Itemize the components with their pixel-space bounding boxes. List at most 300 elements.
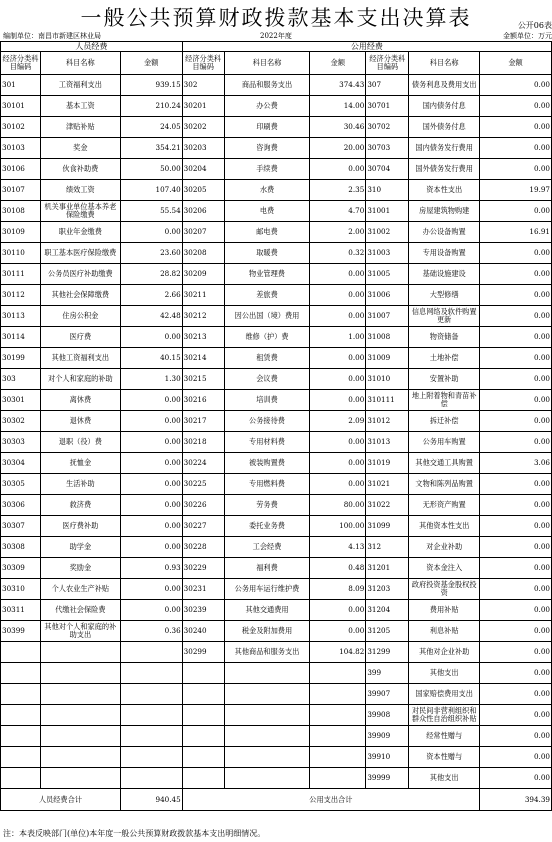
cell-name: 其他对企业补助: [409, 642, 480, 663]
cell-code: 30215: [182, 369, 224, 390]
cell-name: 对企业补助: [409, 537, 480, 558]
cell-code: 30226: [182, 495, 224, 516]
cell-code: 39908: [366, 705, 409, 726]
cell-name: 其他商品和服务支出: [224, 642, 310, 663]
cell-name: 被装购置费: [224, 453, 310, 474]
cell-amount: 2.66: [120, 285, 182, 306]
amount-header: 金额: [120, 52, 182, 75]
cell-name: 资本性赠与: [409, 747, 480, 768]
cell-name: [224, 747, 310, 768]
cell-amount: 28.82: [120, 264, 182, 285]
cell-name: 土地补偿: [409, 348, 480, 369]
group-header-row: [1, 42, 552, 52]
cell-code: 30702: [366, 117, 409, 138]
cell-name: 物业管理费: [224, 264, 310, 285]
name-header: 科目名称: [409, 52, 480, 75]
cell-name: 其他资本性支出: [409, 516, 480, 537]
cell-code: 30101: [1, 96, 41, 117]
cell-name: [224, 684, 310, 705]
cell-name: 退休费: [40, 411, 120, 432]
cell-amount: 0.00: [120, 600, 182, 621]
cell-name: 专用燃料费: [224, 474, 310, 495]
cell-code: 30212: [182, 306, 224, 327]
cell-code: 30240: [182, 621, 224, 642]
table-row: [1, 96, 552, 117]
table-row: [1, 432, 552, 453]
cell-name: 手续费: [224, 159, 310, 180]
meta-row: [0, 31, 552, 41]
cell-name: 工会经费: [224, 537, 310, 558]
cell-name: 办公费: [224, 96, 310, 117]
cell-code: 312: [366, 537, 409, 558]
cell-name: [224, 705, 310, 726]
cell-name: 奖励金: [40, 558, 120, 579]
cell-amount: 0.00: [480, 201, 552, 222]
table-row: [1, 222, 552, 243]
table-row: [1, 159, 552, 180]
cell-code: 30113: [1, 306, 41, 327]
cell-amount: 0.00: [480, 369, 552, 390]
cell-name: 商品和服务支出: [224, 75, 310, 96]
cell-name: 公务用车购置: [409, 432, 480, 453]
cell-name: 地上附着物和青苗补偿: [409, 390, 480, 411]
cell-code: 310111: [366, 390, 409, 411]
cell-amount: 20.00: [310, 138, 366, 159]
cell-amount: 0.00: [480, 579, 552, 600]
table-row: [1, 705, 552, 726]
cell-amount: 0.93: [120, 558, 182, 579]
cell-name: 大型修缮: [409, 285, 480, 306]
cell-code: 30228: [182, 537, 224, 558]
cell-code: 30701: [366, 96, 409, 117]
cell-name: 离休费: [40, 390, 120, 411]
cell-amount: 50.00: [120, 159, 182, 180]
cell-name: 债务利息及费用支出: [409, 75, 480, 96]
cell-name: 住房公积金: [40, 306, 120, 327]
cell-amount: 0.00: [480, 726, 552, 747]
cell-name: 其他社会保障缴费: [40, 285, 120, 306]
code-header: 经济分类科目编码: [1, 52, 41, 75]
cell-name: 劳务费: [224, 495, 310, 516]
table-row: [1, 138, 552, 159]
cell-name: 会议费: [224, 369, 310, 390]
cell-name: 咨询费: [224, 138, 310, 159]
cell-code: [1, 705, 41, 726]
cell-name: [40, 663, 120, 684]
cell-code: 30310: [1, 579, 41, 600]
cell-name: 房屋建筑物购建: [409, 201, 480, 222]
cell-name: 津贴补贴: [40, 117, 120, 138]
cell-code: [182, 705, 224, 726]
table-row: [1, 390, 552, 411]
cell-amount: 0.00: [480, 285, 552, 306]
cell-amount: 0.00: [120, 537, 182, 558]
cell-amount: 0.00: [120, 390, 182, 411]
table-row: [1, 579, 552, 600]
cell-name: [40, 726, 120, 747]
cell-code: 31009: [366, 348, 409, 369]
cell-code: 30308: [1, 537, 41, 558]
cell-code: 30108: [1, 201, 41, 222]
cell-code: 30227: [182, 516, 224, 537]
cell-name: 医疗费补助: [40, 516, 120, 537]
cell-amount: 80.00: [310, 495, 366, 516]
table-row: [1, 348, 552, 369]
cell-amount: [310, 768, 366, 789]
cell-code: 30217: [182, 411, 224, 432]
cell-amount: 0.00: [120, 327, 182, 348]
cell-code: 30311: [1, 600, 41, 621]
cell-name: 对个人和家庭的补助: [40, 369, 120, 390]
cell-name: 租赁费: [224, 348, 310, 369]
cell-amount: [120, 726, 182, 747]
cell-code: [1, 768, 41, 789]
table-row: [1, 117, 552, 138]
cell-amount: 104.82: [310, 642, 366, 663]
cell-amount: [310, 684, 366, 705]
code-header: 经济分类科目编码: [182, 52, 224, 75]
cell-name: [224, 663, 310, 684]
cell-amount: 0.00: [480, 768, 552, 789]
cell-name: 个人农业生产补贴: [40, 579, 120, 600]
cell-code: 31012: [366, 411, 409, 432]
table-row: [1, 495, 552, 516]
personnel-group-header: 人员经费: [1, 42, 183, 52]
cell-code: 30207: [182, 222, 224, 243]
cell-code: 31003: [366, 243, 409, 264]
table-row: [1, 369, 552, 390]
cell-amount: 0.00: [310, 285, 366, 306]
cell-code: 31008: [366, 327, 409, 348]
cell-name: 安置补助: [409, 369, 480, 390]
cell-amount: 0.00: [480, 348, 552, 369]
cell-name: 国内债务付息: [409, 96, 480, 117]
cell-amount: [120, 642, 182, 663]
cell-name: 公务接待费: [224, 411, 310, 432]
cell-name: 培训费: [224, 390, 310, 411]
cell-name: 国内债务发行费用: [409, 138, 480, 159]
table-row: [1, 768, 552, 789]
expenditure-table: [0, 41, 552, 811]
cell-name: 助学金: [40, 537, 120, 558]
cell-code: 303: [1, 369, 41, 390]
cell-code: 30225: [182, 474, 224, 495]
cell-code: 31099: [366, 516, 409, 537]
cell-name: 机关事业单位基本养老保险缴费: [40, 201, 120, 222]
cell-amount: 0.00: [120, 516, 182, 537]
cell-code: 30216: [182, 390, 224, 411]
public-total-label: 公用支出合计: [182, 789, 479, 811]
cell-amount: 0.00: [310, 348, 366, 369]
cell-code: 31203: [366, 579, 409, 600]
cell-code: 31022: [366, 495, 409, 516]
cell-amount: 0.36: [120, 621, 182, 642]
cell-name: 水费: [224, 180, 310, 201]
cell-amount: 40.15: [120, 348, 182, 369]
personnel-total-value: 940.45: [120, 789, 182, 811]
cell-code: 30703: [366, 138, 409, 159]
cell-name: 无形资产购置: [409, 495, 480, 516]
cell-amount: [120, 705, 182, 726]
cell-name: 职业年金缴费: [40, 222, 120, 243]
cell-amount: 4.70: [310, 201, 366, 222]
cell-amount: 0.00: [480, 495, 552, 516]
cell-amount: 0.00: [480, 264, 552, 285]
cell-code: 30309: [1, 558, 41, 579]
cell-amount: [310, 726, 366, 747]
amount-header: 金额: [310, 52, 366, 75]
cell-amount: 0.00: [480, 159, 552, 180]
cell-name: 职工基本医疗保险缴费: [40, 243, 120, 264]
cell-code: 307: [366, 75, 409, 96]
cell-amount: 42.48: [120, 306, 182, 327]
cell-amount: 0.00: [120, 432, 182, 453]
cell-name: [40, 747, 120, 768]
cell-code: 30111: [1, 264, 41, 285]
cell-amount: 0.00: [480, 747, 552, 768]
cell-name: 其他工资福利支出: [40, 348, 120, 369]
table-row: [1, 201, 552, 222]
cell-code: [182, 726, 224, 747]
cell-name: 维修（护）费: [224, 327, 310, 348]
cell-code: 30209: [182, 264, 224, 285]
cell-amount: 0.00: [120, 495, 182, 516]
cell-amount: [120, 684, 182, 705]
cell-code: 30204: [182, 159, 224, 180]
cell-code: 30203: [182, 138, 224, 159]
cell-amount: 16.91: [480, 222, 552, 243]
cell-amount: 1.00: [310, 327, 366, 348]
cell-amount: 1.30: [120, 369, 182, 390]
table-row: [1, 621, 552, 642]
cell-code: 31204: [366, 600, 409, 621]
cell-name: 专用设备购置: [409, 243, 480, 264]
cell-name: 文物和陈列品购置: [409, 474, 480, 495]
cell-amount: 0.00: [480, 75, 552, 96]
cell-amount: 0.00: [480, 516, 552, 537]
column-header-row: [1, 52, 552, 75]
cell-code: 31007: [366, 306, 409, 327]
cell-amount: 8.09: [310, 579, 366, 600]
cell-amount: 210.24: [120, 96, 182, 117]
table-row: [1, 600, 552, 621]
cell-name: 公务用车运行维护费: [224, 579, 310, 600]
cell-code: 39909: [366, 726, 409, 747]
table-row: [1, 243, 552, 264]
cell-amount: 19.97: [480, 180, 552, 201]
cell-amount: 0.00: [480, 243, 552, 264]
cell-code: 31201: [366, 558, 409, 579]
cell-amount: 0.00: [310, 159, 366, 180]
cell-code: 39907: [366, 684, 409, 705]
cell-amount: 0.32: [310, 243, 366, 264]
cell-name: 伙食补助费: [40, 159, 120, 180]
cell-code: 30199: [1, 348, 41, 369]
cell-code: 30299: [182, 642, 224, 663]
cell-amount: [310, 747, 366, 768]
cell-name: 其他交通费用: [224, 600, 310, 621]
fiscal-year: 2022年度: [260, 32, 292, 40]
amount-header: 金额: [480, 52, 552, 75]
cell-amount: 30.46: [310, 117, 366, 138]
cell-code: 30109: [1, 222, 41, 243]
cell-code: [182, 663, 224, 684]
cell-amount: 55.54: [120, 201, 182, 222]
cell-amount: 3.06: [480, 453, 552, 474]
cell-name: 物资储备: [409, 327, 480, 348]
compiling-unit: 编制单位：南昌市新建区林业局: [3, 32, 101, 40]
cell-code: 30302: [1, 411, 41, 432]
table-row: [1, 642, 552, 663]
cell-amount: 0.00: [310, 474, 366, 495]
cell-amount: 0.00: [120, 474, 182, 495]
cell-name: 办公设备购置: [409, 222, 480, 243]
money-unit: 金额单位：万元: [503, 32, 552, 40]
cell-code: 30399: [1, 621, 41, 642]
cell-name: 福利费: [224, 558, 310, 579]
cell-name: 公务员医疗补助缴费: [40, 264, 120, 285]
cell-name: 生活补助: [40, 474, 120, 495]
table-row: [1, 684, 552, 705]
cell-code: 31205: [366, 621, 409, 642]
table-row: [1, 663, 552, 684]
table-row: [1, 453, 552, 474]
totals-row: [1, 789, 552, 811]
cell-name: 基本工资: [40, 96, 120, 117]
cell-code: 30231: [182, 579, 224, 600]
cell-name: 税金及附加费用: [224, 621, 310, 642]
cell-amount: 0.00: [310, 453, 366, 474]
cell-name: 委托业务费: [224, 516, 310, 537]
cell-code: [1, 663, 41, 684]
cell-amount: [310, 705, 366, 726]
cell-code: 30301: [1, 390, 41, 411]
cell-name: 政府投资基金股权投资: [409, 579, 480, 600]
cell-code: 30208: [182, 243, 224, 264]
cell-code: 31010: [366, 369, 409, 390]
cell-name: 费用补贴: [409, 600, 480, 621]
cell-code: 30218: [182, 432, 224, 453]
cell-name: 工资福利支出: [40, 75, 120, 96]
cell-amount: 24.05: [120, 117, 182, 138]
cell-name: [224, 768, 310, 789]
cell-name: 代缴社会保险费: [40, 600, 120, 621]
cell-amount: 2.35: [310, 180, 366, 201]
cell-code: 30303: [1, 432, 41, 453]
cell-name: 印刷费: [224, 117, 310, 138]
cell-code: 30106: [1, 159, 41, 180]
cell-code: 39910: [366, 747, 409, 768]
cell-amount: 0.00: [480, 432, 552, 453]
cell-name: 奖金: [40, 138, 120, 159]
table-row: [1, 726, 552, 747]
cell-code: 30307: [1, 516, 41, 537]
cell-name: 经常性赠与: [409, 726, 480, 747]
cell-name: 对民间非营利组织和群众性自治组织补贴: [409, 705, 480, 726]
cell-amount: 107.40: [120, 180, 182, 201]
cell-name: 救济费: [40, 495, 120, 516]
cell-code: 30112: [1, 285, 41, 306]
cell-name: 资本金注入: [409, 558, 480, 579]
cell-amount: 0.00: [480, 558, 552, 579]
cell-amount: 939.15: [120, 75, 182, 96]
table-body: [1, 42, 552, 811]
cell-amount: 0.00: [480, 705, 552, 726]
cell-name: 电费: [224, 201, 310, 222]
cell-amount: 0.00: [480, 411, 552, 432]
table-row: [1, 264, 552, 285]
table-row: [1, 180, 552, 201]
cell-code: [182, 768, 224, 789]
cell-code: 30704: [366, 159, 409, 180]
cell-code: 30201: [182, 96, 224, 117]
table-row: [1, 411, 552, 432]
cell-amount: [120, 768, 182, 789]
cell-name: 国外债务发行费用: [409, 159, 480, 180]
cell-name: [40, 684, 120, 705]
cell-amount: 0.00: [120, 411, 182, 432]
cell-code: [1, 684, 41, 705]
cell-code: [182, 747, 224, 768]
cell-name: 其他交通工具购置: [409, 453, 480, 474]
cell-code: 30102: [1, 117, 41, 138]
cell-amount: 0.00: [480, 474, 552, 495]
cell-code: 31006: [366, 285, 409, 306]
cell-amount: 0.00: [310, 432, 366, 453]
cell-code: 30306: [1, 495, 41, 516]
table-row: [1, 327, 552, 348]
cell-code: 31013: [366, 432, 409, 453]
cell-code: 31002: [366, 222, 409, 243]
cell-name: 因公出国（境）费用: [224, 306, 310, 327]
cell-code: 399: [366, 663, 409, 684]
cell-amount: 100.00: [310, 516, 366, 537]
table-row: [1, 747, 552, 768]
cell-amount: 0.48: [310, 558, 366, 579]
personnel-total-label: 人员经费合计: [1, 789, 121, 811]
cell-code: 302: [182, 75, 224, 96]
cell-code: 30304: [1, 453, 41, 474]
table-row: [1, 306, 552, 327]
cell-name: [224, 726, 310, 747]
cell-code: [1, 642, 41, 663]
cell-code: 39999: [366, 768, 409, 789]
table-row: [1, 474, 552, 495]
cell-amount: 23.60: [120, 243, 182, 264]
cell-code: 30224: [182, 453, 224, 474]
cell-name: 取暖费: [224, 243, 310, 264]
cell-name: 医疗费: [40, 327, 120, 348]
cell-amount: 4.13: [310, 537, 366, 558]
cell-name: 资本性支出: [409, 180, 480, 201]
cell-name: [40, 768, 120, 789]
cell-code: 30239: [182, 600, 224, 621]
cell-name: 其他支出: [409, 663, 480, 684]
cell-amount: [120, 747, 182, 768]
table-row: [1, 75, 552, 96]
name-header: 科目名称: [224, 52, 310, 75]
table-row: [1, 516, 552, 537]
cell-amount: 0.00: [480, 684, 552, 705]
footnote: 注：本表反映部门(单位)本年度一般公共预算财政拨款基本支出明细情况。: [3, 829, 266, 838]
public-group-header: 公用经费: [182, 42, 551, 52]
cell-amount: 0.00: [310, 621, 366, 642]
cell-code: [182, 684, 224, 705]
cell-name: 国外债务付息: [409, 117, 480, 138]
cell-amount: 0.00: [120, 222, 182, 243]
cell-code: 31021: [366, 474, 409, 495]
table-row: [1, 558, 552, 579]
